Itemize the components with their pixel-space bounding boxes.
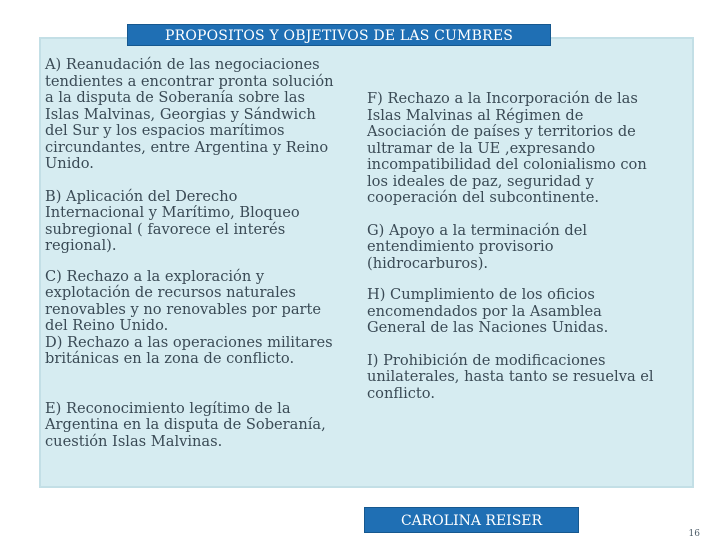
objective-g: G) Apoyo a la terminación del entendimiento provisorio (hidrocarburos). bbox=[367, 221, 588, 272]
objective-b: B) Aplicación del Derecho Internacional y Marítimo, Bloqueo subregional ( favorece el interés regional). bbox=[45, 187, 300, 254]
objective-f: F) Rechazo a la Incorporación de las Islas Malvinas al Régimen de Asociación de países y territorios de ultramar de la UE ,expresando incompatibilidad del colonialismo con los ideales de paz, seguridad y cooperación del subcontinente. bbox=[367, 90, 647, 206]
objective-d: D) Rechazo a las operaciones militares británicas en la zona de conflicto. bbox=[45, 333, 333, 367]
objective-e: E) Reconocimiento legítimo de la Argentina en la disputa de Soberanía, cuestión Islas Malvinas. bbox=[45, 399, 326, 450]
objective-a: A) Reanudación de las negociaciones tendientes a encontrar pronta solución a la disputa de Soberanía sobre las Islas Malvinas, Georgias y Sándwich del Sur y los espacios marítimos circundantes, entre Argentina y Reino Unido. bbox=[45, 56, 334, 172]
objective-h: H) Cumplimiento de los oficios encomendados por la Asamblea General de las Naciones Unidas. bbox=[367, 286, 609, 336]
objective-i: I) Prohibición de modificaciones unilaterales, hasta tanto se resuelva el conflicto. bbox=[367, 351, 654, 402]
slide-title: PROPOSITOS Y OBJETIVOS DE LAS CUMBRES bbox=[127, 24, 551, 46]
right-column bbox=[367, 91, 697, 402]
page-number: 16 bbox=[688, 529, 700, 539]
objective-c: C) Rechazo a la exploración y explotación de recursos naturales renovables y no renovables por parte del Reino Unido. bbox=[45, 267, 322, 334]
left-column bbox=[45, 57, 365, 450]
author-footer: CAROLINA REISER bbox=[364, 507, 579, 533]
